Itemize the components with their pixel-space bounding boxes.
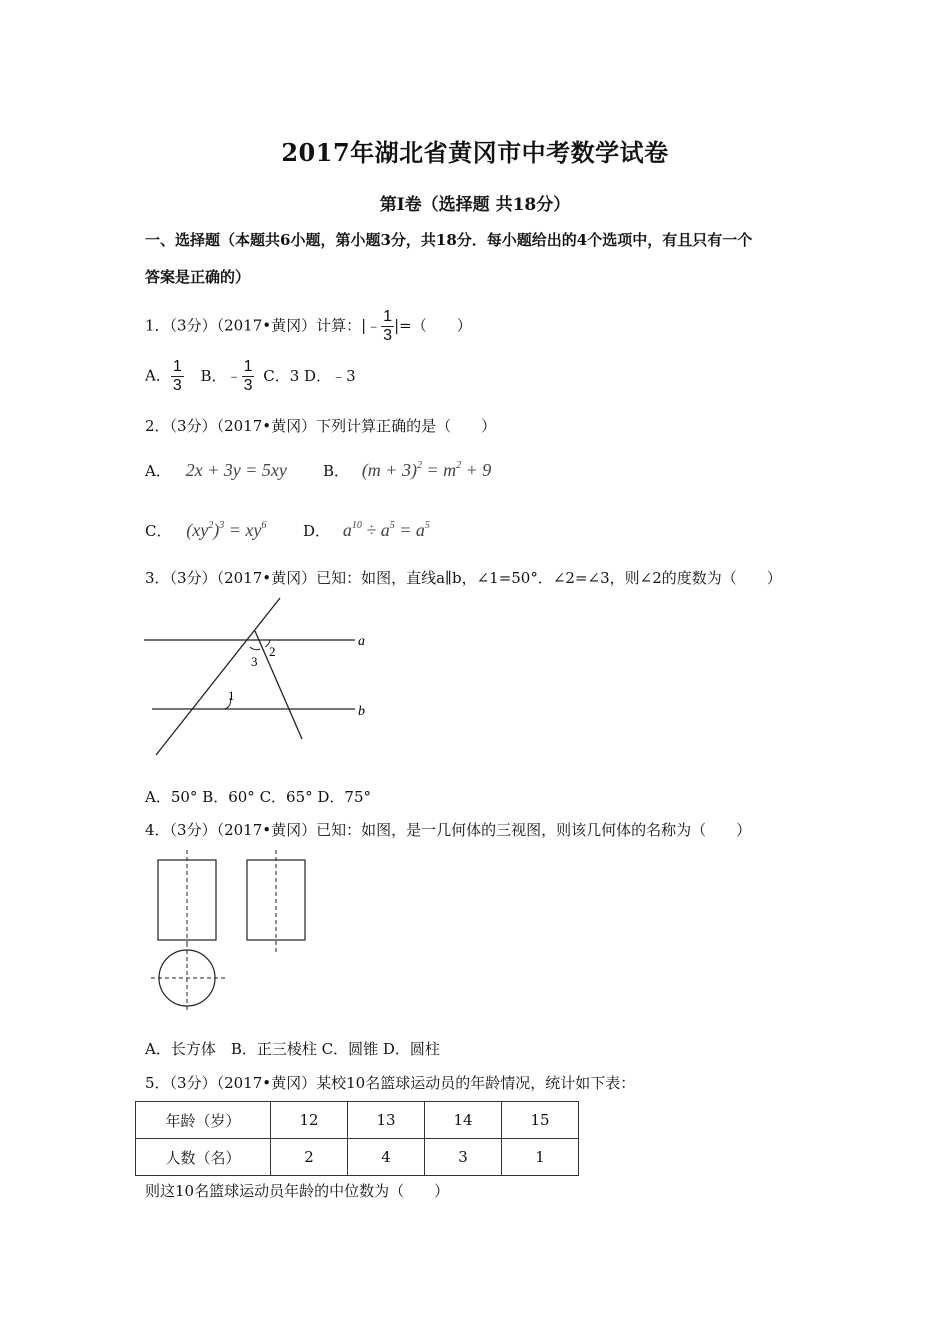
question-5-followup: 则这10名篮球运动员年龄的中位数为（ ） [145,1182,450,1200]
fraction-denominator: 3 [383,327,393,344]
label-a: a [358,634,365,649]
transversal-right [255,631,302,739]
label-angle-1: 1 [228,688,235,703]
question-2-option-d [303,520,430,541]
option-b-sign: ﹣ [226,366,242,385]
question-4-options: A．长方体 B．正三棱柱 C．圆锥 D．圆柱 [145,1040,440,1058]
fraction-denominator: 3 [243,377,253,394]
table-row [136,1139,579,1176]
table-cell: 15 [502,1102,579,1139]
option-d-rhs-exponent: 5 [424,520,430,531]
section-heading-line1: 一、选择题（本题共6小题，第小题3分，共18分．每小题给出的4个选项中，有且只有一个 [145,231,753,249]
table-row [136,1102,579,1139]
question-3-options: A．50° B．60° C．65° D．75° [145,788,372,806]
option-b-fraction [242,358,255,395]
option-c-base: (xy [186,520,209,540]
fraction-numerator: 1 [243,358,253,375]
option-b-exponent: 2 [416,460,422,471]
question-2: 2．（3分）（2017•黄冈）下列计算正确的是（ ） [145,417,497,435]
question-1-prefix: 1．（3分）（2017•黄冈）计算：|﹣ [145,316,382,335]
page-title: 2017年湖北省黄冈市中考数学试卷 [281,138,669,167]
question-3: 3．（3分）（2017•黄冈）已知：如图，直线a∥b，∠1=50°．∠2=∠3，则∠2的度数为（ ） [145,569,782,587]
option-b-rhs: = m [426,460,457,480]
age-table [135,1101,579,1176]
option-d-label: D． [303,522,331,540]
transversal-left [156,598,280,755]
table-cell: 4 [348,1139,425,1176]
option-cd: C．3 D．﹣3 [263,366,356,385]
question-1-options [145,358,356,395]
question-1-fraction [381,308,394,345]
table-cell: 2 [271,1139,348,1176]
fraction-denominator: 3 [172,377,182,394]
section-heading-line2: 答案是正确的） [145,268,251,286]
question-1-suffix: |=（ ） [394,316,472,335]
table-cell: 12 [271,1102,348,1139]
question-5: 5．（3分）（2017•黄冈）某校10名篮球运动员的年龄情况，统计如下表： [145,1074,636,1092]
option-d-rhs: = a [399,520,425,540]
option-a-fraction [171,358,184,395]
table-cell: 14 [425,1102,502,1139]
option-b-base: (m + 3) [361,460,417,480]
table-cell: 人数（名） [136,1139,271,1176]
option-c-rhs: = xy [228,520,262,540]
option-c-label: C． [145,522,172,540]
question-2-option-b [323,460,491,481]
option-a-expression: 2x + 3y = 5xy [185,460,287,480]
option-c-close: ) [213,520,220,540]
option-c-rhs-exponent: 6 [261,520,267,531]
label-angle-2: 2 [269,644,276,659]
angle-3-arc [250,647,260,650]
question-2-option-a [145,460,287,481]
option-b-tail: + 9 [465,460,492,480]
option-b-label: B． [323,462,350,480]
fraction-numerator: 1 [172,358,182,375]
part-subtitle: 第Ⅰ卷（选择题 共18分） [379,195,571,215]
option-a-label: A． [145,366,171,385]
question-3-figure [140,595,380,760]
option-b-rhs-exponent: 2 [456,460,462,471]
option-d-div-exponent: 5 [389,520,395,531]
option-d-div: ÷ a [366,520,390,540]
option-c-inner-exponent: 2 [208,520,214,531]
table-cell: 年龄（岁） [136,1102,271,1139]
table-cell: 3 [425,1139,502,1176]
option-d-a: a [342,520,352,540]
label-angle-3: 3 [251,654,258,669]
table-cell: 13 [348,1102,425,1139]
question-4: 4．（3分）（2017•黄冈）已知：如图，是一几何体的三视图，则该几何体的名称为（ ） [145,821,752,839]
fraction-numerator: 1 [383,308,393,325]
three-view-figure [145,848,325,1013]
question-2-option-c [145,520,266,541]
question-1 [145,308,472,345]
option-b-label: B． [200,366,227,385]
option-a-label: A． [145,462,171,480]
label-b: b [358,704,365,719]
option-c-exponent: 3 [219,520,225,531]
option-d-a-exponent: 10 [351,520,362,531]
table-cell: 1 [502,1139,579,1176]
